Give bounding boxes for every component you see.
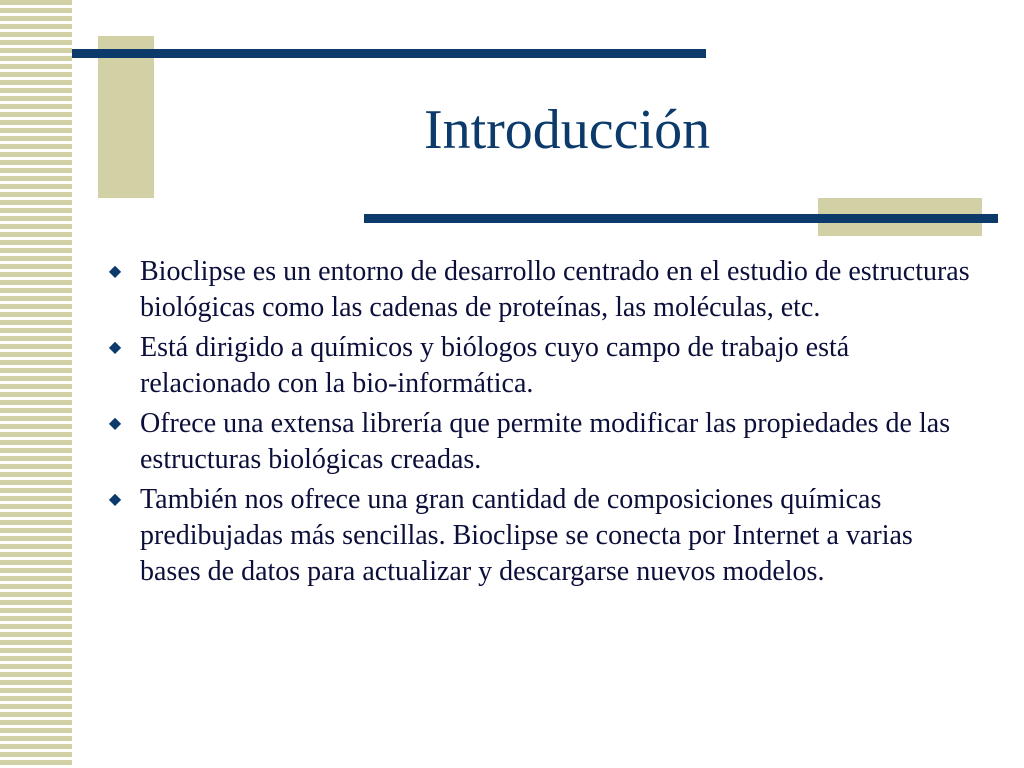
- bullet-text: También nos ofrece una gran cantidad de composiciones químicas predibujadas más sencillas. Bioclipse se conecta por Internet a varias bases de datos para actualizar y descargarse nuevos modelos.: [140, 484, 913, 587]
- slide-title: Introducción: [423, 99, 711, 161]
- bullet-item: [100, 254, 970, 326]
- bullet-item: [100, 482, 970, 590]
- bullet-text: Ofrece una extensa librería que permite modificar las propiedades de las estructuras biológicas creadas.: [140, 408, 951, 475]
- diamond-bullet-icon: ◆: [108, 339, 122, 356]
- diamond-bullet-icon: ◆: [108, 415, 122, 432]
- bullet-item: [100, 330, 970, 402]
- decorative-stripes: [0, 0, 72, 768]
- decorative-block-top: [98, 36, 154, 198]
- diamond-bullet-icon: ◆: [108, 491, 122, 508]
- bullet-list: [100, 254, 970, 594]
- title-rule-top: [72, 49, 706, 58]
- bullet-text: Está dirigido a químicos y biólogos cuyo campo de trabajo está relacionado con la bio-informática.: [140, 332, 850, 399]
- bullet-item: [100, 406, 970, 478]
- bullet-text: Bioclipse es un entorno de desarrollo centrado en el estudio de estructuras biológicas como las cadenas de proteínas, las moléculas, etc.: [140, 256, 970, 323]
- diamond-bullet-icon: ◆: [108, 263, 122, 280]
- title-rule-bottom: [364, 214, 998, 223]
